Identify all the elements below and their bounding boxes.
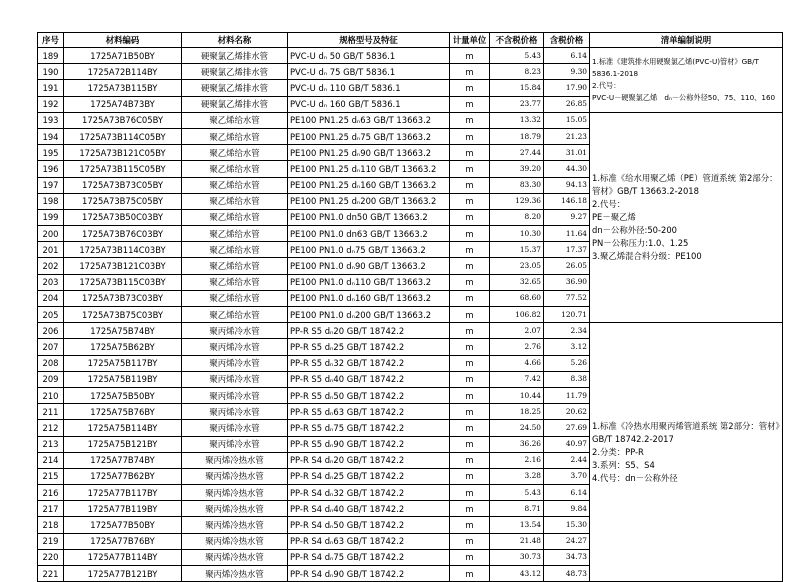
row-no: 202	[38, 258, 64, 274]
header-no: 序号	[38, 33, 64, 48]
row-no: 211	[38, 404, 64, 420]
row-no: 203	[38, 274, 64, 290]
row-spec: PP-R S5 dₙ50 GB/T 18742.2	[288, 387, 450, 403]
row-code: 1725A77B74BY	[64, 452, 182, 468]
row-no: 192	[38, 96, 64, 112]
row-code: 1725A73B115C03BY	[64, 274, 182, 290]
note-line: 2.代号：	[592, 198, 626, 209]
row-no: 207	[38, 339, 64, 355]
row-tax-price: 94.13	[544, 177, 590, 193]
row-price: 10.44	[490, 387, 544, 403]
row-unit: m	[450, 339, 490, 355]
row-no: 209	[38, 371, 64, 387]
table-body	[38, 48, 783, 582]
row-unit: m	[450, 209, 490, 225]
note-line: 3.系列：S5、S4	[592, 459, 655, 470]
row-code: 1725A75B117BY	[64, 355, 182, 371]
row-unit: m	[450, 307, 490, 323]
row-spec: PVC-U dₙ 50 GB/T 5836.1	[288, 48, 450, 64]
row-code: 1725A75B50BY	[64, 387, 182, 403]
row-tax-price: 17.90	[544, 80, 590, 96]
row-name: 聚乙烯给水管	[182, 226, 288, 242]
row-tax-price: 21.23	[544, 128, 590, 144]
row-unit: m	[450, 48, 490, 64]
row-tax-price: 146.18	[544, 193, 590, 209]
table-row	[38, 48, 783, 64]
row-no: 190	[38, 64, 64, 80]
row-spec: PVC-U dₙ 75 GB/T 5836.1	[288, 64, 450, 80]
row-unit: m	[450, 517, 490, 533]
row-no: 194	[38, 128, 64, 144]
row-no: 200	[38, 226, 64, 242]
row-unit: m	[450, 355, 490, 371]
row-name: 聚丙烯冷水管	[182, 420, 288, 436]
row-tax-price: 5.26	[544, 355, 590, 371]
row-code: 1725A75B114BY	[64, 420, 182, 436]
header-unit: 计量单位	[450, 33, 490, 48]
row-price: 18.79	[490, 128, 544, 144]
row-spec: PP-R S4 dₙ40 GB/T 18742.2	[288, 501, 450, 517]
row-name: 聚丙烯冷热水管	[182, 517, 288, 533]
row-no: 198	[38, 193, 64, 209]
row-no: 215	[38, 468, 64, 484]
row-code: 1725A77B62BY	[64, 468, 182, 484]
row-spec: PP-R S4 dₙ50 GB/T 18742.2	[288, 517, 450, 533]
row-unit: m	[450, 420, 490, 436]
note-line: 1.标准《给水用聚乙烯（PE）管道系统 第2部分：管材》GB/T 13663.2-2018	[592, 172, 778, 196]
row-tax-price: 9.27	[544, 209, 590, 225]
row-code: 1725A73B114C03BY	[64, 242, 182, 258]
row-no: 193	[38, 112, 64, 128]
row-unit: m	[450, 404, 490, 420]
row-price: 36.26	[490, 436, 544, 452]
row-tax-price: 20.62	[544, 404, 590, 420]
row-spec: PE100 PN1.25 dₙ63 GB/T 13663.2	[288, 112, 450, 128]
row-no: 221	[38, 566, 64, 582]
row-tax-price: 3.12	[544, 339, 590, 355]
row-no: 212	[38, 420, 64, 436]
row-code: 1725A73B121C05BY	[64, 145, 182, 161]
row-price: 32.65	[490, 274, 544, 290]
row-unit: m	[450, 226, 490, 242]
row-unit: m	[450, 549, 490, 565]
row-code: 1725A73B75C05BY	[64, 193, 182, 209]
row-tax-price: 11.64	[544, 226, 590, 242]
row-no: 219	[38, 533, 64, 549]
row-price: 5.43	[490, 485, 544, 501]
row-price: 2.07	[490, 323, 544, 339]
row-tax-price: 17.37	[544, 242, 590, 258]
row-name: 聚乙烯给水管	[182, 290, 288, 306]
row-spec: PE100 PN1.25 dₙ200 GB/T 13663.2	[288, 193, 450, 209]
row-spec: PE100 PN1.25 dₙ75 GB/T 13663.2	[288, 128, 450, 144]
row-code: 1725A77B50BY	[64, 517, 182, 533]
table-header-row	[38, 33, 783, 48]
row-spec: PP-R S5 dₙ20 GB/T 18742.2	[288, 323, 450, 339]
row-code: 1725A73B50C03BY	[64, 209, 182, 225]
row-spec: PVC-U dₙ 110 GB/T 5836.1	[288, 80, 450, 96]
row-unit: m	[450, 533, 490, 549]
row-spec: PP-R S5 dₙ90 GB/T 18742.2	[288, 436, 450, 452]
row-spec: PP-R S5 dₙ25 GB/T 18742.2	[288, 339, 450, 355]
row-name: 聚丙烯冷热水管	[182, 452, 288, 468]
row-unit: m	[450, 242, 490, 258]
header-notes: 清单编制说明	[590, 33, 783, 48]
row-spec: PE100 PN1.0 dₙ110 GB/T 13663.2	[288, 274, 450, 290]
row-tax-price: 6.14	[544, 485, 590, 501]
row-code: 1725A73B73C05BY	[64, 177, 182, 193]
row-spec: PP-R S4 dₙ63 GB/T 18742.2	[288, 533, 450, 549]
row-code: 1725A73B73C03BY	[64, 290, 182, 306]
notes-cell	[590, 323, 783, 582]
row-spec: PP-R S5 dₙ40 GB/T 18742.2	[288, 371, 450, 387]
row-unit: m	[450, 436, 490, 452]
row-no: 214	[38, 452, 64, 468]
row-name: 聚丙烯冷水管	[182, 323, 288, 339]
row-spec: PE100 PN1.0 dn63 GB/T 13663.2	[288, 226, 450, 242]
row-unit: m	[450, 371, 490, 387]
row-price: 43.12	[490, 566, 544, 582]
table-row	[38, 323, 783, 339]
row-tax-price: 11.79	[544, 387, 590, 403]
row-code: 1725A77B117BY	[64, 485, 182, 501]
row-name: 聚丙烯冷热水管	[182, 501, 288, 517]
row-code: 1725A77B76BY	[64, 533, 182, 549]
row-unit: m	[450, 485, 490, 501]
material-price-table	[37, 32, 783, 582]
row-price: 30.73	[490, 549, 544, 565]
row-price: 15.84	[490, 80, 544, 96]
header-tax-price: 含税价格	[544, 33, 590, 48]
row-spec: PP-R S4 dₙ75 GB/T 18742.2	[288, 549, 450, 565]
note-line: 1.标准《建筑排水用硬聚氯乙烯(PVC-U)管材》GB/T 5836.1-2018	[592, 56, 759, 78]
row-unit: m	[450, 177, 490, 193]
row-name: 聚丙烯冷水管	[182, 339, 288, 355]
row-unit: m	[450, 452, 490, 468]
row-name: 聚乙烯给水管	[182, 209, 288, 225]
row-no: 217	[38, 501, 64, 517]
row-name: 聚乙烯给水管	[182, 145, 288, 161]
row-price: 21.48	[490, 533, 544, 549]
row-no: 220	[38, 549, 64, 565]
row-code: 1725A73B115C05BY	[64, 161, 182, 177]
row-spec: PE100 PN1.0 dₙ75 GB/T 13663.2	[288, 242, 450, 258]
row-tax-price: 77.52	[544, 290, 590, 306]
row-name: 聚丙烯冷热水管	[182, 549, 288, 565]
row-tax-price: 40.97	[544, 436, 590, 452]
row-unit: m	[450, 290, 490, 306]
row-name: 硬聚氯乙烯排水管	[182, 48, 288, 64]
row-code: 1725A72B114BY	[64, 64, 182, 80]
row-no: 205	[38, 307, 64, 323]
row-price: 129.36	[490, 193, 544, 209]
row-price: 8.20	[490, 209, 544, 225]
row-unit: m	[450, 468, 490, 484]
row-unit: m	[450, 64, 490, 80]
row-tax-price: 9.84	[544, 501, 590, 517]
row-price: 23.77	[490, 96, 544, 112]
row-code: 1725A75B74BY	[64, 323, 182, 339]
row-price: 15.37	[490, 242, 544, 258]
row-no: 191	[38, 80, 64, 96]
row-spec: PP-R S4 dₙ32 GB/T 18742.2	[288, 485, 450, 501]
row-price: 8.71	[490, 501, 544, 517]
row-spec: PE100 PN1.0 dₙ200 GB/T 13663.2	[288, 307, 450, 323]
row-no: 216	[38, 485, 64, 501]
note-line: PN－公称压力:1.0、1.25	[592, 237, 689, 248]
row-name: 聚乙烯给水管	[182, 177, 288, 193]
row-code: 1725A75B121BY	[64, 436, 182, 452]
row-price: 24.50	[490, 420, 544, 436]
row-unit: m	[450, 274, 490, 290]
row-code: 1725A73B115BY	[64, 80, 182, 96]
row-tax-price: 15.05	[544, 112, 590, 128]
row-tax-price: 36.90	[544, 274, 590, 290]
row-unit: m	[450, 96, 490, 112]
row-tax-price: 8.38	[544, 371, 590, 387]
row-price: 2.16	[490, 452, 544, 468]
row-spec: PP-R S5 dₙ75 GB/T 18742.2	[288, 420, 450, 436]
row-name: 聚丙烯冷水管	[182, 355, 288, 371]
row-no: 204	[38, 290, 64, 306]
header-code: 材料编码	[64, 33, 182, 48]
row-spec: PE100 PN1.25 dₙ160 GB/T 13663.2	[288, 177, 450, 193]
row-price: 13.54	[490, 517, 544, 533]
row-code: 1725A75B62BY	[64, 339, 182, 355]
row-no: 206	[38, 323, 64, 339]
header-spec: 规格型号及特征	[288, 33, 450, 48]
header-price: 不含税价格	[490, 33, 544, 48]
row-price: 7.42	[490, 371, 544, 387]
row-no: 196	[38, 161, 64, 177]
row-name: 硬聚氯乙烯排水管	[182, 96, 288, 112]
row-spec: PVC-U dₙ 160 GB/T 5836.1	[288, 96, 450, 112]
row-tax-price: 9.30	[544, 64, 590, 80]
row-price: 2.76	[490, 339, 544, 355]
row-unit: m	[450, 128, 490, 144]
row-unit: m	[450, 161, 490, 177]
row-spec: PE100 PN1.0 dₙ90 GB/T 13663.2	[288, 258, 450, 274]
row-price: 27.44	[490, 145, 544, 161]
row-tax-price: 44.30	[544, 161, 590, 177]
row-no: 201	[38, 242, 64, 258]
row-name: 聚丙烯冷热水管	[182, 485, 288, 501]
note-line: 2.分类：PP-R	[592, 446, 644, 457]
row-price: 10.30	[490, 226, 544, 242]
row-name: 聚丙烯冷热水管	[182, 566, 288, 582]
row-code: 1725A74B73BY	[64, 96, 182, 112]
row-name: 聚丙烯冷水管	[182, 371, 288, 387]
row-spec: PE100 PN1.25 dₙ110 GB/T 13663.2	[288, 161, 450, 177]
row-no: 195	[38, 145, 64, 161]
row-price: 39.20	[490, 161, 544, 177]
row-spec: PP-R S5 dₙ32 GB/T 18742.2	[288, 355, 450, 371]
row-code: 1725A73B76C05BY	[64, 112, 182, 128]
row-name: 聚乙烯给水管	[182, 258, 288, 274]
row-code: 1725A73B121C03BY	[64, 258, 182, 274]
row-name: 聚丙烯冷水管	[182, 404, 288, 420]
row-spec: PP-R S4 dₙ90 GB/T 18742.2	[288, 566, 450, 582]
row-unit: m	[450, 387, 490, 403]
row-spec: PP-R S4 dₙ20 GB/T 18742.2	[288, 452, 450, 468]
row-code: 1725A77B119BY	[64, 501, 182, 517]
row-name: 聚乙烯给水管	[182, 161, 288, 177]
row-spec: PE100 PN1.0 dₙ160 GB/T 13663.2	[288, 290, 450, 306]
row-unit: m	[450, 258, 490, 274]
header-name: 材料名称	[182, 33, 288, 48]
note-line: PE－聚乙烯	[592, 211, 636, 222]
row-tax-price: 48.73	[544, 566, 590, 582]
row-tax-price: 2.44	[544, 452, 590, 468]
notes-cell	[590, 112, 783, 322]
row-no: 208	[38, 355, 64, 371]
row-code: 1725A77B114BY	[64, 549, 182, 565]
row-code: 1725A77B121BY	[64, 566, 182, 582]
row-tax-price: 3.70	[544, 468, 590, 484]
row-name: 聚乙烯给水管	[182, 193, 288, 209]
row-price: 106.82	[490, 307, 544, 323]
row-name: 硬聚氯乙烯排水管	[182, 64, 288, 80]
row-price: 68.60	[490, 290, 544, 306]
row-name: 聚丙烯冷水管	[182, 436, 288, 452]
row-name: 聚丙烯冷热水管	[182, 468, 288, 484]
row-unit: m	[450, 566, 490, 582]
row-name: 硬聚氯乙烯排水管	[182, 80, 288, 96]
row-no: 199	[38, 209, 64, 225]
row-tax-price: 31.01	[544, 145, 590, 161]
row-unit: m	[450, 323, 490, 339]
row-code: 1725A73B114C05BY	[64, 128, 182, 144]
row-spec: PP-R S4 dₙ25 GB/T 18742.2	[288, 468, 450, 484]
row-price: 4.66	[490, 355, 544, 371]
row-unit: m	[450, 112, 490, 128]
row-price: 3.28	[490, 468, 544, 484]
row-code: 1725A73B76C03BY	[64, 226, 182, 242]
row-tax-price: 26.85	[544, 96, 590, 112]
row-unit: m	[450, 145, 490, 161]
row-price: 83.30	[490, 177, 544, 193]
note-line: 3.聚乙烯混合料分级：PE100	[592, 250, 702, 261]
row-code: 1725A75B119BY	[64, 371, 182, 387]
row-tax-price: 26.05	[544, 258, 590, 274]
row-tax-price: 120.71	[544, 307, 590, 323]
row-price: 5.43	[490, 48, 544, 64]
row-code: 1725A71B50BY	[64, 48, 182, 64]
row-tax-price: 34.73	[544, 549, 590, 565]
row-tax-price: 2.34	[544, 323, 590, 339]
row-name: 聚丙烯冷热水管	[182, 533, 288, 549]
note-line: 1.标准《冷热水用聚丙烯管道系统 第2部分：管材》GB/T 18742.2-2017	[592, 420, 780, 444]
row-no: 189	[38, 48, 64, 64]
row-no: 213	[38, 436, 64, 452]
row-name: 聚乙烯给水管	[182, 128, 288, 144]
row-price: 8.23	[490, 64, 544, 80]
row-tax-price: 27.69	[544, 420, 590, 436]
row-name: 聚乙烯给水管	[182, 307, 288, 323]
row-spec: PE100 PN1.0 dn50 GB/T 13663.2	[288, 209, 450, 225]
note-line: PVC-U－硬聚氯乙烯 dₙ－公称外径50、75、110、160	[592, 92, 776, 102]
row-price: 13.32	[490, 112, 544, 128]
row-unit: m	[450, 193, 490, 209]
row-spec: PP-R S5 dₙ63 GB/T 18742.2	[288, 404, 450, 420]
row-no: 218	[38, 517, 64, 533]
row-name: 聚乙烯给水管	[182, 242, 288, 258]
row-price: 18.25	[490, 404, 544, 420]
row-no: 197	[38, 177, 64, 193]
row-tax-price: 15.30	[544, 517, 590, 533]
notes-cell	[590, 48, 783, 113]
row-spec: PE100 PN1.25 dₙ90 GB/T 13663.2	[288, 145, 450, 161]
row-no: 210	[38, 387, 64, 403]
note-line: dn－公称外径:50-200	[592, 224, 677, 235]
row-code: 1725A75B76BY	[64, 404, 182, 420]
note-line: 2.代号：	[592, 80, 621, 90]
row-tax-price: 24.27	[544, 533, 590, 549]
row-unit: m	[450, 80, 490, 96]
row-name: 聚丙烯冷水管	[182, 387, 288, 403]
row-name: 聚乙烯给水管	[182, 274, 288, 290]
row-price: 23.05	[490, 258, 544, 274]
note-line: 4.代号：dn－公称外径	[592, 472, 678, 483]
row-code: 1725A73B75C03BY	[64, 307, 182, 323]
row-name: 聚乙烯给水管	[182, 112, 288, 128]
row-unit: m	[450, 501, 490, 517]
row-tax-price: 6.14	[544, 48, 590, 64]
table-row	[38, 112, 783, 128]
